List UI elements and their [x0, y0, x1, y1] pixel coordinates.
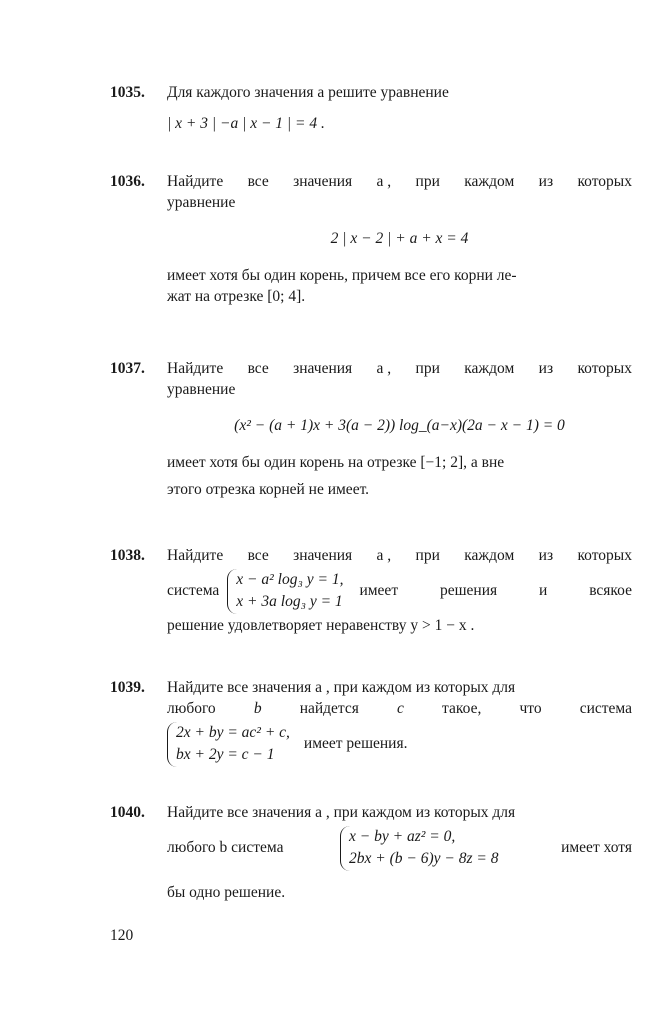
- problem-number: 1037.: [110, 360, 145, 377]
- problem-text: этого отрезка корней не имеет.: [167, 480, 370, 498]
- system-equation: 2bx + (b − 6)y − 8z = 8: [349, 850, 499, 868]
- equation-system: [227, 569, 349, 614]
- word: a ,: [376, 173, 392, 190]
- word: которых: [577, 360, 632, 377]
- system-row: [167, 569, 632, 614]
- word: что: [519, 699, 542, 717]
- word: все: [247, 547, 269, 564]
- problem-text: любого b система: [167, 838, 284, 856]
- word: из: [538, 547, 554, 564]
- system-equation: x − a² log₃ y = 1,: [236, 570, 344, 588]
- word: все: [247, 360, 269, 377]
- word: каждом: [464, 173, 515, 190]
- problem-text: Найдите все значения a , при каждом из которых для: [167, 679, 516, 696]
- problem-text: жат на отрезке [0; 4].: [167, 287, 306, 305]
- problem-text: уравнение: [167, 193, 236, 211]
- problem-text: Найдите все значения a , при каждом из которых для: [167, 804, 516, 821]
- word: Найдите: [167, 173, 224, 190]
- problem-text: решение удовлетворяет неравенству y > 1 − x .: [167, 616, 475, 634]
- problem-number: 1035.: [110, 84, 145, 101]
- equation: (x² − (a + 1)x + 3(a − 2)) log_(a−x)(2a − x − 1) = 0: [234, 416, 565, 434]
- word: a ,: [376, 547, 392, 564]
- problem-text-line: [167, 359, 632, 380]
- problem-number: 1039.: [110, 679, 145, 696]
- equation-system: [340, 826, 504, 871]
- problem-text: имеет решения.: [303, 734, 408, 752]
- word: каждом: [464, 547, 515, 564]
- word: Найдите: [167, 360, 224, 377]
- word: найдется: [299, 699, 359, 717]
- problem-text: имеет хотя бы один корень, причем все его корни ле-: [167, 266, 517, 284]
- problem-text: система: [167, 581, 220, 599]
- equation: 2 | x − 2 | + a + x = 4: [330, 229, 469, 247]
- word: Найдите: [167, 547, 224, 564]
- equation: | x + 3 | −a | x − 1 | = 4 .: [167, 114, 325, 132]
- system-row: [167, 722, 632, 767]
- problem-text: имеет хотя: [561, 838, 632, 856]
- word: c: [397, 699, 404, 717]
- problem-text-line: [167, 172, 632, 193]
- problem-number: 1036.: [110, 173, 145, 190]
- word: каждом: [464, 360, 515, 377]
- word: всякое: [589, 581, 632, 599]
- word: значения: [293, 547, 353, 564]
- word: значения: [293, 173, 353, 190]
- word: решения: [439, 581, 498, 599]
- system-equation: x − by + az² = 0,: [349, 827, 456, 845]
- problem-text: имеет хотя бы один корень на отрезке [−1; 2], а вне: [167, 453, 505, 471]
- word: при: [415, 547, 440, 564]
- problem-1039: [110, 678, 632, 767]
- word: из: [538, 173, 554, 190]
- word: любого: [167, 699, 216, 717]
- problem-text-line: [167, 546, 632, 567]
- problem-1035: [110, 83, 632, 135]
- equation-system: [167, 722, 296, 767]
- problem-text: Для каждого значения a решите уравнение: [167, 84, 449, 101]
- problem-1038: [110, 546, 632, 637]
- system-equation: x + 3a log₃ y = 1: [236, 593, 343, 611]
- word: значения: [293, 360, 353, 377]
- problem-text-line: [167, 699, 632, 720]
- word: все: [247, 173, 269, 190]
- problem-number: 1038.: [110, 547, 145, 564]
- word: при: [415, 173, 440, 190]
- problem-1040: [110, 803, 632, 904]
- word: которых: [577, 547, 632, 564]
- word: такое,: [442, 699, 482, 717]
- page-number: 120: [110, 927, 134, 944]
- problem-number: 1040.: [110, 804, 145, 821]
- system-equation: 2x + by = ac² + c,: [176, 723, 290, 741]
- problem-text-line: [359, 581, 632, 602]
- word: из: [538, 360, 554, 377]
- word: и: [539, 581, 548, 599]
- word: a ,: [376, 360, 392, 377]
- system-equation: bx + 2y = c − 1: [176, 746, 275, 764]
- word: которых: [577, 173, 632, 190]
- problem-1036: [110, 172, 632, 308]
- problem-text: уравнение: [167, 380, 236, 398]
- problem-text: бы одно решение.: [167, 883, 286, 901]
- word: имеет: [359, 581, 399, 599]
- word: при: [415, 360, 440, 377]
- system-row: [167, 826, 632, 871]
- word: b: [253, 699, 262, 717]
- problem-1037: [110, 359, 632, 501]
- word: система: [579, 699, 632, 717]
